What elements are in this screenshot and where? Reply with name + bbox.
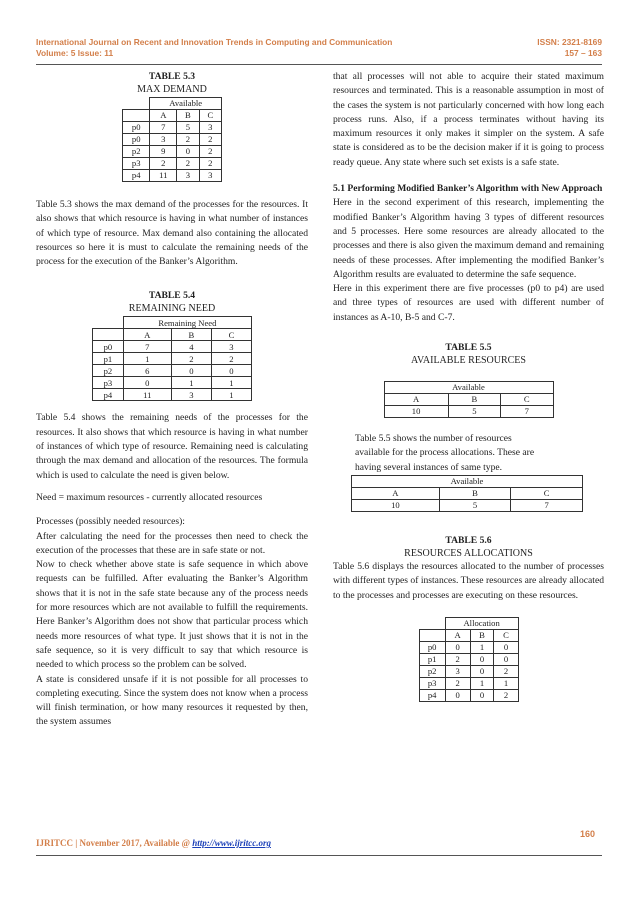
volume-issue: Volume: 5 Issue: 11 — [36, 48, 114, 58]
left-column — [36, 70, 308, 730]
table53-caption: MAX DEMAND — [137, 84, 207, 95]
journal-link[interactable]: http://www.ijritcc.org — [192, 838, 271, 848]
paragraph: A state is considered unsafe if it is not possible for all processes to completing executing. Since the system does not know when a process will finish termination, or how many resources it requested by then, the system assumes — [36, 673, 308, 728]
table54-group: Remaining Need — [123, 317, 251, 329]
paragraph: that all processes will not able to acquire their stated maximum resources and terminated. This is a reasonable assumption in most of the cases the system is not particularly concerned with how long each process runs. Also, if a process terminates without having its maximum resources it only makes it simpler on the system. A safe state is considered as to be the decision maker if it is going to process ready queue. Any state where such set exists is a safe state. — [333, 71, 604, 168]
table56-label: TABLE 5.6 — [445, 534, 492, 546]
table55-label: TABLE 5.5 — [445, 342, 492, 354]
table-row: p1 2 0 0 — [419, 653, 518, 665]
table55-group: Available — [384, 382, 553, 394]
table-row: p0 3 2 2 — [123, 134, 222, 146]
right-column — [333, 70, 604, 702]
running-header — [36, 37, 602, 59]
paragraph: Table 5.6 displays the resources allocated to the number of processes with different types of instances. These resources are already allocated to the processes and processes are executing on these resources. — [333, 560, 604, 601]
table-row: p0 0 1 0 — [419, 641, 518, 653]
table53-col: C — [199, 110, 221, 122]
table56-caption: RESOURCES ALLOCATIONS — [404, 547, 533, 559]
table-5-4 — [92, 316, 252, 401]
table-row: 10 5 7 — [384, 406, 553, 418]
page-range: 157 – 163 — [564, 48, 602, 58]
issn: ISSN: 2321-8169 — [537, 37, 602, 47]
table-5-6: Allocation A B C p0 0 1 0 p1 2 0 0 p2 3 0 2 p3 2 1 1 p4 0 0 2 — [419, 617, 519, 702]
table-row: p3 2 1 1 — [419, 677, 518, 689]
paragraph: Here in this experiment there are five processes (p0 to p4) are used and three types of resources are used with different number of instances as A-10, B-5 and C-7. — [333, 283, 604, 323]
table53-label: TABLE 5.3 — [148, 71, 196, 82]
paragraph: Table 5.5 shows the number of resources available for the process allocations. These are having several instances of same type. — [355, 433, 535, 473]
table-5-5-repeat: Available A B C 10 5 7 — [351, 475, 583, 512]
footer-divider — [36, 855, 602, 856]
table-row: p4 11 3 1 — [93, 389, 252, 401]
table53-group: Available — [150, 98, 222, 110]
footer — [36, 838, 271, 848]
paragraph: Table 5.4 shows the remaining needs of the processes for the resources. It also shows that which resource is having in what number of instances of which type of resource. Remaining need is calculating through the max demand and allocation of the resources. The formula which is used to calculate the need is given below. — [36, 412, 308, 481]
table-row: p1 1 2 2 — [93, 353, 252, 365]
table56-group: Allocation — [445, 617, 518, 629]
table-row: p3 2 2 2 — [123, 158, 222, 170]
paragraph: Here in the second experiment of this research, implementing the modified Banker’s Algorithm having 3 types of different resources and 5 processes. Here some resources are already allocated to the processes and there is also given the maximum demand and remaining needs of these processes. After implementing the modified Banker’s Algorithm results are evaluated to determine the safe sequence. — [333, 197, 604, 280]
table-row: p2 6 0 0 — [93, 365, 252, 377]
table-row: 10 5 7 — [352, 499, 583, 511]
paragraph: Now to check whether above state is safe sequence in which above requests can be fulfilled. After evaluating the Banker’s Algorithm shows that it is not in the safe state because any of the process needs for more resources which are not available to fulfill the requirements. Here Banker’s Algorithm does not show that particular process which needs more resources of what type. It just shows that it is not in the safe sequence, so it is very difficult to say that which resource is needed to which process so the problem can be solved. — [36, 559, 308, 671]
table55-caption: AVAILABLE RESOURCES — [411, 355, 526, 367]
table-row: p3 0 1 1 — [93, 377, 252, 389]
table54-col: A — [123, 329, 171, 341]
paragraph: Table 5.3 shows the max demand of the processes for the resources. It also shows that which resource is having in what number of instances of which type of resource. Max demand also containing the allocated resources so here it is must to calculate the remaining needs of the process for the execution of the Banker’s Algorithm. — [36, 199, 308, 268]
table-row: p0 7 4 3 — [93, 341, 252, 353]
paragraph: After calculating the need for the processes then need to check the execution of the processes that these are in safe state or not. — [36, 530, 308, 556]
table54-caption: REMAINING NEED — [128, 303, 216, 315]
table53-col: B — [177, 110, 199, 122]
journal-title: International Journal on Recent and Innovation Trends in Computing and Communication — [36, 37, 393, 47]
table-row: p4 11 3 3 — [123, 170, 222, 182]
table53-col: A — [150, 110, 177, 122]
page-number: 160 — [580, 829, 596, 839]
table54-col: C — [211, 329, 251, 341]
table-row: p4 0 0 2 — [419, 689, 518, 701]
table-row: p2 9 0 2 — [123, 146, 222, 158]
formula: Need = maximum resources - currently allocated resources — [36, 491, 263, 503]
table-row: p0 7 5 3 — [123, 122, 222, 134]
table54-col: B — [171, 329, 211, 341]
table-5-3 — [122, 97, 222, 182]
footer-text: IJRITCC | November 2017, Available @ — [36, 838, 193, 848]
section-title: 5.1 Performing Modified Banker’s Algorithm with New Approach — [333, 183, 603, 195]
table-5-5: Available A B C 10 5 7 — [384, 381, 554, 418]
table-row: p2 3 0 2 — [419, 665, 518, 677]
table54-label: TABLE 5.4 — [148, 290, 196, 302]
header-divider — [36, 64, 602, 65]
processes-line: Processes (possibly needed resources): — [36, 516, 185, 528]
